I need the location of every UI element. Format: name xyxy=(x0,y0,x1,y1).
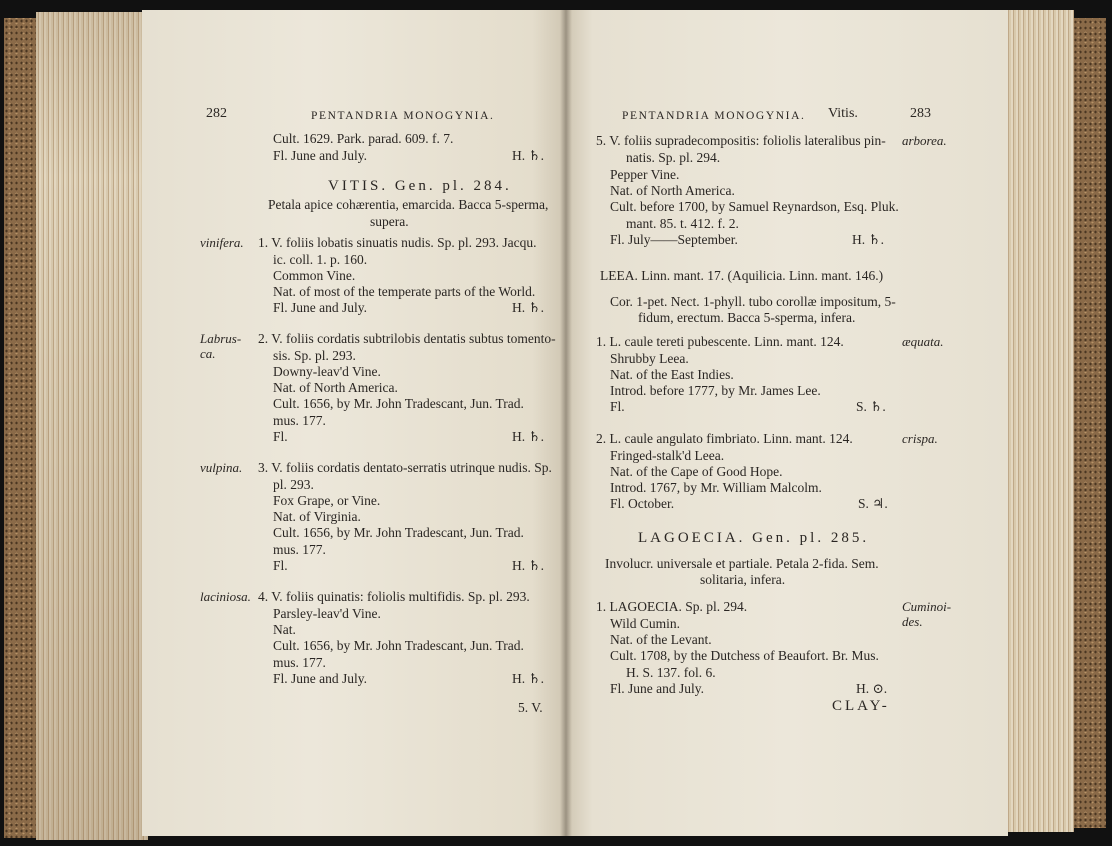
text-line: H. ♄. xyxy=(512,148,544,163)
text-line: natis. Sp. pl. 294. xyxy=(626,150,721,165)
text-line: VITIS. Gen. pl. 284. xyxy=(328,178,512,194)
gutter xyxy=(560,10,572,836)
text-line: Fox Grape, or Vine. xyxy=(273,493,381,508)
text-line: Cult. 1656, by Mr. John Tradescant, Jun. Trad. xyxy=(273,525,524,540)
text-line: H. ⊙. xyxy=(856,681,888,696)
text-line: mus. 177. xyxy=(273,655,326,670)
text-line: S. ♄. xyxy=(856,399,886,414)
margin-note: vinifera. xyxy=(200,235,244,250)
text-line: 5. V. foliis supradecompositis: foliolis lateralibus pin- xyxy=(596,133,886,148)
text-line: Nat. of North America. xyxy=(273,380,398,395)
left-page-stack xyxy=(36,12,148,840)
text-line: CLAY- xyxy=(832,698,890,714)
text-line: Fl. xyxy=(273,429,288,444)
text-line: H. ♄. xyxy=(512,558,544,573)
text-line: Cult. 1629. Park. parad. 609. f. 7. xyxy=(273,131,454,146)
text-line: Fl. July——September. xyxy=(610,232,738,247)
left-fore-edge xyxy=(4,18,38,838)
margin-note: æquata. xyxy=(902,334,944,349)
text-line: Nat. of the Cape of Good Hope. xyxy=(610,464,783,479)
text-line: Pepper Vine. xyxy=(610,167,680,182)
text-line: fidum, erectum. Bacca 5-sperma, infera. xyxy=(638,310,856,325)
text-line: 4. V. foliis quinatis: foliolis multifidis. Sp. pl. 293. xyxy=(258,589,530,604)
text-line: Downy-leav'd Vine. xyxy=(273,364,381,379)
text-line: pl. 293. xyxy=(273,477,314,492)
text-line: H. S. 137. fol. 6. xyxy=(626,665,716,680)
text-line: Common Vine. xyxy=(273,268,356,283)
text-line: Fringed-stalk'd Leea. xyxy=(610,448,725,463)
text-line: 1. LAGOECIA. Sp. pl. 294. xyxy=(596,599,748,614)
text-line: Cult. 1708, by the Dutchess of Beaufort. Br. Mus. xyxy=(610,648,879,663)
text-line: LEEA. Linn. mant. 17. (Aquilicia. Linn. mant. 146.) xyxy=(600,268,884,283)
text-line: 5. V. xyxy=(518,700,543,715)
text-line: Fl. xyxy=(610,399,625,414)
margin-note: Cuminoi- xyxy=(902,599,952,614)
text-line: 3. V. foliis cordatis dentato-serratis utrinque nudis. Sp. xyxy=(258,460,552,475)
right-running-head: PENTANDRIA MONOGYNIA. xyxy=(622,110,806,122)
margin-note: Labrus- xyxy=(200,331,242,346)
text-line: Involucr. universale et partiale. Petala 2-fida. Sem. xyxy=(605,556,879,571)
text-line: H. ♄. xyxy=(512,300,544,315)
text-line: supera. xyxy=(370,214,409,229)
text-line: Parsley-leav'd Vine. xyxy=(273,606,381,621)
text-line: Fl. June and July. xyxy=(273,148,367,163)
text-line: ic. coll. 1. p. 160. xyxy=(273,252,368,267)
text-line: Introd. 1767, by Mr. William Malcolm. xyxy=(610,480,822,495)
left-page-number: 282 xyxy=(206,106,227,121)
text-line: Nat. of Virginia. xyxy=(273,509,361,524)
margin-note: des. xyxy=(902,614,923,629)
text-line: Nat. of the Levant. xyxy=(610,632,712,647)
margin-note: ca. xyxy=(200,346,216,361)
margin-note: laciniosa. xyxy=(200,589,251,604)
text-line: Shrubby Leea. xyxy=(610,351,689,366)
right-page-number: 283 xyxy=(910,106,931,121)
left-running-head: PENTANDRIA MONOGYNIA. xyxy=(311,110,495,122)
text-line: Petala apice cohærentia, emarcida. Bacca 5-sperma, xyxy=(268,197,549,212)
right-running-head-genus: Vitis. xyxy=(828,106,858,121)
right-fore-edge xyxy=(1072,18,1106,828)
text-line: Cult. 1656, by Mr. John Tradescant, Jun. Trad. xyxy=(273,396,524,411)
text-line: Fl. June and July. xyxy=(273,671,367,686)
text-line: Fl. xyxy=(273,558,288,573)
text-line: 1. L. caule tereti pubescente. Linn. mant. 124. xyxy=(596,334,844,349)
text-line: H. ♄. xyxy=(512,671,544,686)
text-line: H. ♄. xyxy=(852,232,884,247)
text-line: LAGOECIA. Gen. pl. 285. xyxy=(638,530,870,546)
text-line: Nat. of the East Indies. xyxy=(610,367,734,382)
text-line: Fl. June and July. xyxy=(610,681,704,696)
margin-note: crispa. xyxy=(902,431,938,446)
text-line: 1. V. foliis lobatis sinuatis nudis. Sp. pl. 293. Jacqu. xyxy=(258,235,537,250)
text-line: Cor. 1-pet. Nect. 1-phyll. tubo corollæ impositum, 5- xyxy=(610,294,896,309)
text-line: mant. 85. t. 412. f. 2. xyxy=(626,216,739,231)
text-line: Wild Cumin. xyxy=(610,616,680,631)
text-line: mus. 177. xyxy=(273,413,326,428)
right-page-stack xyxy=(1006,10,1074,832)
text-line: Fl. June and July. xyxy=(273,300,367,315)
text-line: Cult. before 1700, by Samuel Reynardson, Esq. Pluk. xyxy=(610,199,899,214)
text-line: Introd. before 1777, by Mr. James Lee. xyxy=(610,383,821,398)
text-line: 2. V. foliis cordatis subtrilobis dentatis subtus tomento- xyxy=(258,331,556,346)
text-line: solitaria, infera. xyxy=(700,572,786,587)
text-line: Nat. of most of the temperate parts of the World. xyxy=(273,284,536,299)
margin-note: arborea. xyxy=(902,133,947,148)
text-line: S. ♃. xyxy=(858,496,888,511)
text-line: 2. L. caule angulato fimbriato. Linn. mant. 124. xyxy=(596,431,853,446)
text-line: sis. Sp. pl. 293. xyxy=(273,348,356,363)
text-line: mus. 177. xyxy=(273,542,326,557)
text-line: Cult. 1656, by Mr. John Tradescant, Jun. Trad. xyxy=(273,638,524,653)
text-line: Nat. xyxy=(273,622,296,637)
margin-note: vulpina. xyxy=(200,460,243,475)
text-line: Fl. October. xyxy=(610,496,675,511)
text-line: Nat. of North America. xyxy=(610,183,735,198)
text-line: H. ♄. xyxy=(512,429,544,444)
